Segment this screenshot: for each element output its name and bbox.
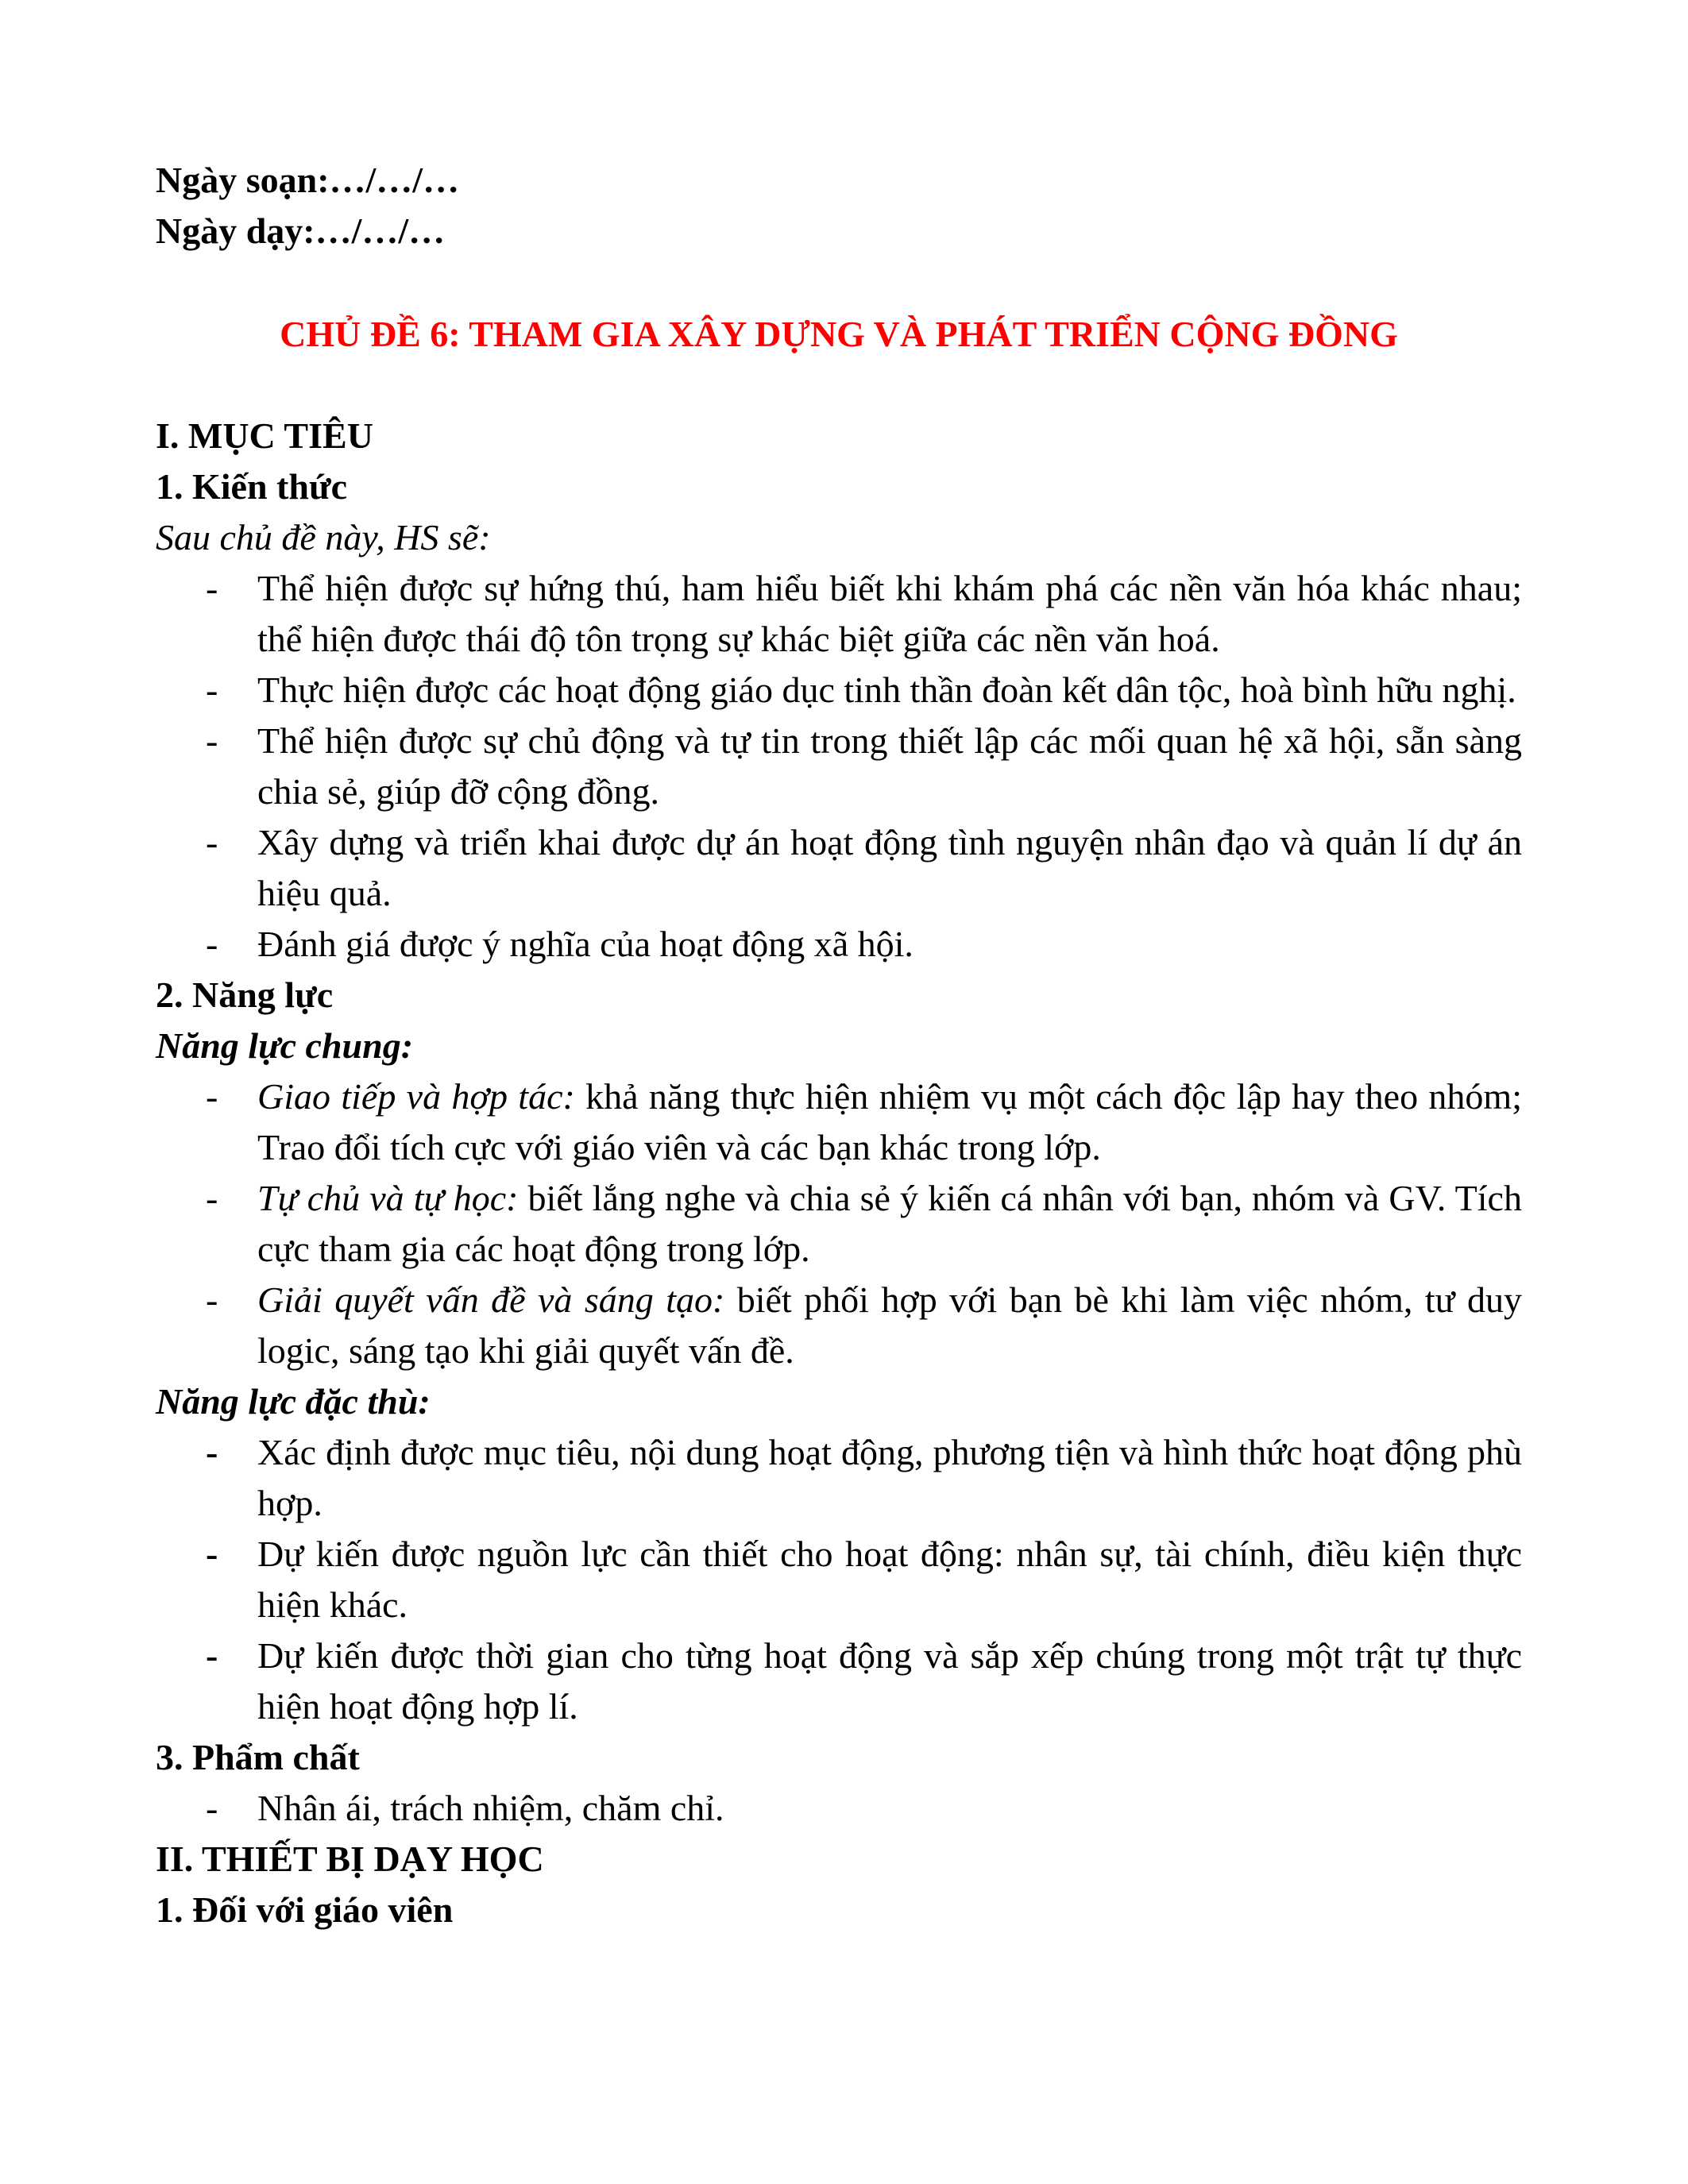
dash-bullet: - xyxy=(206,1178,218,1218)
dash-bullet: - xyxy=(206,669,218,710)
list-item xyxy=(156,919,1522,970)
dash-bullet: - xyxy=(206,1432,218,1472)
dash-bullet: - xyxy=(206,568,218,608)
list-item-text: Nhân ái, trách nhiệm, chăm chỉ. xyxy=(257,1788,724,1828)
pham-chat-list xyxy=(156,1783,1522,1834)
list-item-label: Tự chủ và tự học: xyxy=(257,1178,519,1218)
list-item-text: Xây dựng và triển khai được dự án hoạt động tình nguyện nhân đạo và quản lí dự án hiệu quả. xyxy=(257,822,1522,913)
pham-chat-heading: 3. Phẩm chất xyxy=(156,1737,360,1777)
list-item-text: biết phối hợp với bạn bè khi làm việc nhóm, tư duy logic, sáng tạo khi giải quyết vấn đề. xyxy=(257,1279,1522,1371)
ngay-soan: Ngày soạn:…/…/… xyxy=(156,160,460,200)
section-muc-tieu-heading: I. MỤC TIÊU xyxy=(156,415,373,456)
ngay-day: Ngày dạy:…/…/… xyxy=(156,210,446,251)
nang-luc-heading: 2. Năng lực xyxy=(156,974,334,1015)
list-item xyxy=(156,1071,1522,1173)
document-page xyxy=(156,155,1522,1935)
list-item-text: Thể hiện được sự chủ động và tự tin trong thiết lập các mối quan hệ xã hội, sẵn sàng chia sẻ, giúp đỡ cộng đồng. xyxy=(257,720,1522,812)
list-item xyxy=(156,1173,1522,1275)
dash-bullet: - xyxy=(206,1279,218,1320)
dash-bullet: - xyxy=(206,720,218,761)
list-item xyxy=(156,665,1522,716)
list-item-text: Đánh giá được ý nghĩa của hoạt động xã hội. xyxy=(257,924,914,964)
dash-bullet: - xyxy=(206,1635,218,1676)
list-item-text: Xác định được mục tiêu, nội dung hoạt động, phương tiện và hình thức hoạt động phù hợp. xyxy=(257,1432,1522,1523)
list-item-label: Giải quyết vấn đề và sáng tạo: xyxy=(257,1279,725,1320)
dash-bullet: - xyxy=(206,822,218,862)
dash-bullet: - xyxy=(206,1534,218,1574)
list-item xyxy=(156,1275,1522,1376)
document-title: CHỦ ĐỀ 6: THAM GIA XÂY DỰNG VÀ PHÁT TRIỂN CỘNG ĐỒNG xyxy=(280,314,1398,354)
dash-bullet: - xyxy=(206,1788,218,1828)
list-item xyxy=(156,1427,1522,1529)
list-item xyxy=(156,563,1522,665)
kien-thuc-heading: 1. Kiến thức xyxy=(156,466,347,507)
dash-bullet: - xyxy=(206,924,218,964)
kien-thuc-list xyxy=(156,563,1522,970)
nang-luc-dac-thu-heading: Năng lực đặc thù: xyxy=(156,1381,431,1422)
list-item xyxy=(156,1630,1522,1732)
doi-voi-giao-vien-heading: 1. Đối với giáo viên xyxy=(156,1889,454,1930)
list-item-text: biết lắng nghe và chia sẻ ý kiến cá nhân với bạn, nhóm và GV. Tích cực tham gia các hoạt động trong lớp. xyxy=(257,1178,1522,1269)
kien-thuc-intro: Sau chủ đề này, HS sẽ: xyxy=(156,517,491,558)
nang-luc-chung-list xyxy=(156,1071,1522,1376)
list-item-label: Giao tiếp và hợp tác: xyxy=(257,1076,575,1117)
list-item xyxy=(156,716,1522,817)
list-item-text: Dự kiến được thời gian cho từng hoạt động và sắp xếp chúng trong một trật tự thực hiện hoạt động hợp lí. xyxy=(257,1635,1522,1727)
list-item-text: Dự kiến được nguồn lực cần thiết cho hoạt động: nhân sự, tài chính, điều kiện thực hiện khác. xyxy=(257,1534,1522,1625)
nang-luc-dac-thu-list xyxy=(156,1427,1522,1732)
list-item-text: Thể hiện được sự hứng thú, ham hiểu biết khi khám phá các nền văn hóa khác nhau; thể hiện được thái độ tôn trọng sự khác biệt giữa các nền văn hoá. xyxy=(257,568,1522,659)
list-item xyxy=(156,1783,1522,1834)
list-item xyxy=(156,817,1522,919)
list-item-text: Thực hiện được các hoạt động giáo dục tinh thần đoàn kết dân tộc, hoà bình hữu nghị. xyxy=(257,669,1516,710)
nang-luc-chung-heading: Năng lực chung: xyxy=(156,1025,414,1066)
list-item xyxy=(156,1529,1522,1630)
dash-bullet: - xyxy=(206,1076,218,1117)
list-item-text: khả năng thực hiện nhiệm vụ một cách độc lập hay theo nhóm; Trao đổi tích cực với giáo viên và các bạn khác trong lớp. xyxy=(257,1076,1522,1167)
section-thiet-bi-heading: II. THIẾT BỊ DẠY HỌC xyxy=(156,1839,544,1879)
